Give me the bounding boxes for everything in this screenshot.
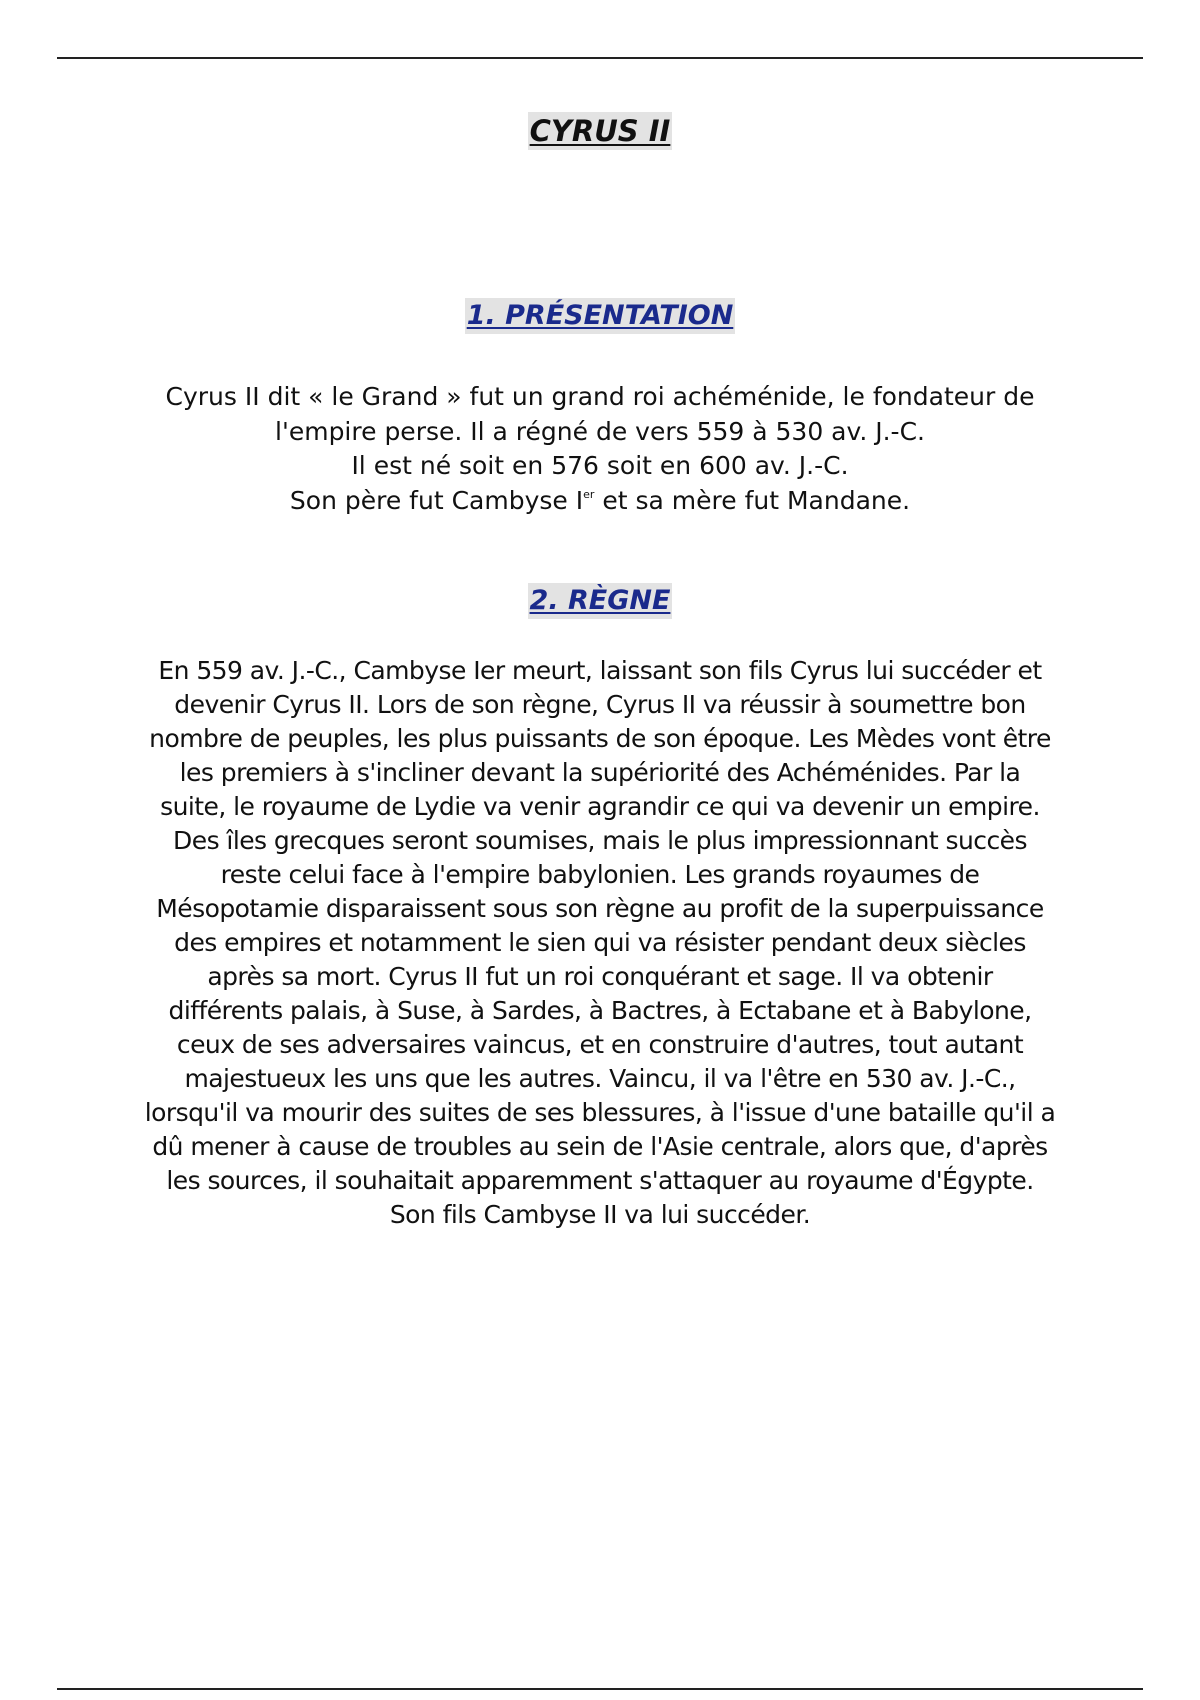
paragraph-line: reste celui face à l'empire babylonien. Les grands royaumes de: [220, 860, 980, 889]
page-title: CYRUS II: [529, 114, 671, 148]
section-heading-presentation: 1. PRÉSENTATION: [465, 298, 736, 334]
paragraph-line: des empires et notamment le sien qui va résister pendant deux siècles: [174, 928, 1026, 957]
paragraph-line: différents palais, à Suse, à Sardes, à Bactres, à Ectabane et à Babylone,: [168, 996, 1032, 1025]
top-rule: [57, 57, 1143, 59]
section-heading-presentation-block: [0, 298, 1200, 334]
parents-text-start: Son père fut Cambyse I: [289, 485, 584, 515]
paragraph-line: En 559 av. J.-C., Cambyse Ier meurt, laissant son fils Cyrus lui succéder et: [158, 656, 1042, 685]
section-heading-regne: 2. RÈGNE: [528, 583, 673, 619]
paragraph-line: Il est né soit en 576 soit en 600 av. J.-C.: [351, 451, 849, 480]
paragraph-line-parents: [100, 484, 1100, 519]
paragraph-line: majestueux les uns que les autres. Vaincu, il va l'être en 530 av. J.-C.,: [184, 1064, 1016, 1093]
bottom-rule: [57, 1688, 1143, 1690]
paragraph-line: dû mener à cause de troubles au sein de l'Asie centrale, alors que, d'après: [152, 1132, 1048, 1161]
paragraph-line: Son fils Cambyse II va lui succéder.: [389, 1200, 811, 1229]
paragraph-line: les sources, il souhaitait apparemment s'attaquer au royaume d'Égypte.: [166, 1166, 1034, 1195]
paragraph-line: nombre de peuples, les plus puissants de son époque. Les Mèdes vont être: [149, 724, 1051, 753]
paragraph-line: Des îles grecques seront soumises, mais le plus impressionnant succès: [173, 826, 1027, 855]
ordinal-superscript: er: [583, 487, 595, 501]
paragraph-line: l'empire perse. Il a régné de vers 559 à 530 av. J.-C.: [275, 416, 925, 446]
paragraph-line: Cyrus II dit « le Grand » fut un grand roi achéménide, le fondateur de: [165, 382, 1035, 411]
paragraph-line: devenir Cyrus II. Lors de son règne, Cyrus II va réussir à soumettre bon: [174, 690, 1026, 719]
paragraph-line: lorsqu'il va mourir des suites de ses blessures, à l'issue d'une bataille qu'il a: [144, 1098, 1056, 1127]
paragraph-line: Mésopotamie disparaissent sous son règne au profit de la superpuissance: [156, 894, 1044, 923]
regne-paragraph: [100, 654, 1100, 1232]
parents-text-end: et sa mère fut Mandane.: [594, 485, 911, 515]
paragraph-line: après sa mort. Cyrus II fut un roi conquérant et sage. Il va obtenir: [207, 962, 993, 991]
paragraph-line: les premiers à s'incliner devant la supériorité des Achéménides. Par la: [179, 758, 1021, 787]
paragraph-line: suite, le royaume de Lydie va venir agrandir ce qui va devenir un empire.: [160, 792, 1040, 821]
page-title-block: [0, 112, 1200, 150]
section-heading-regne-block: [0, 583, 1200, 619]
paragraph-line: ceux de ses adversaires vaincus, et en construire d'autres, tout autant: [176, 1030, 1024, 1059]
presentation-paragraph: [100, 380, 1100, 518]
